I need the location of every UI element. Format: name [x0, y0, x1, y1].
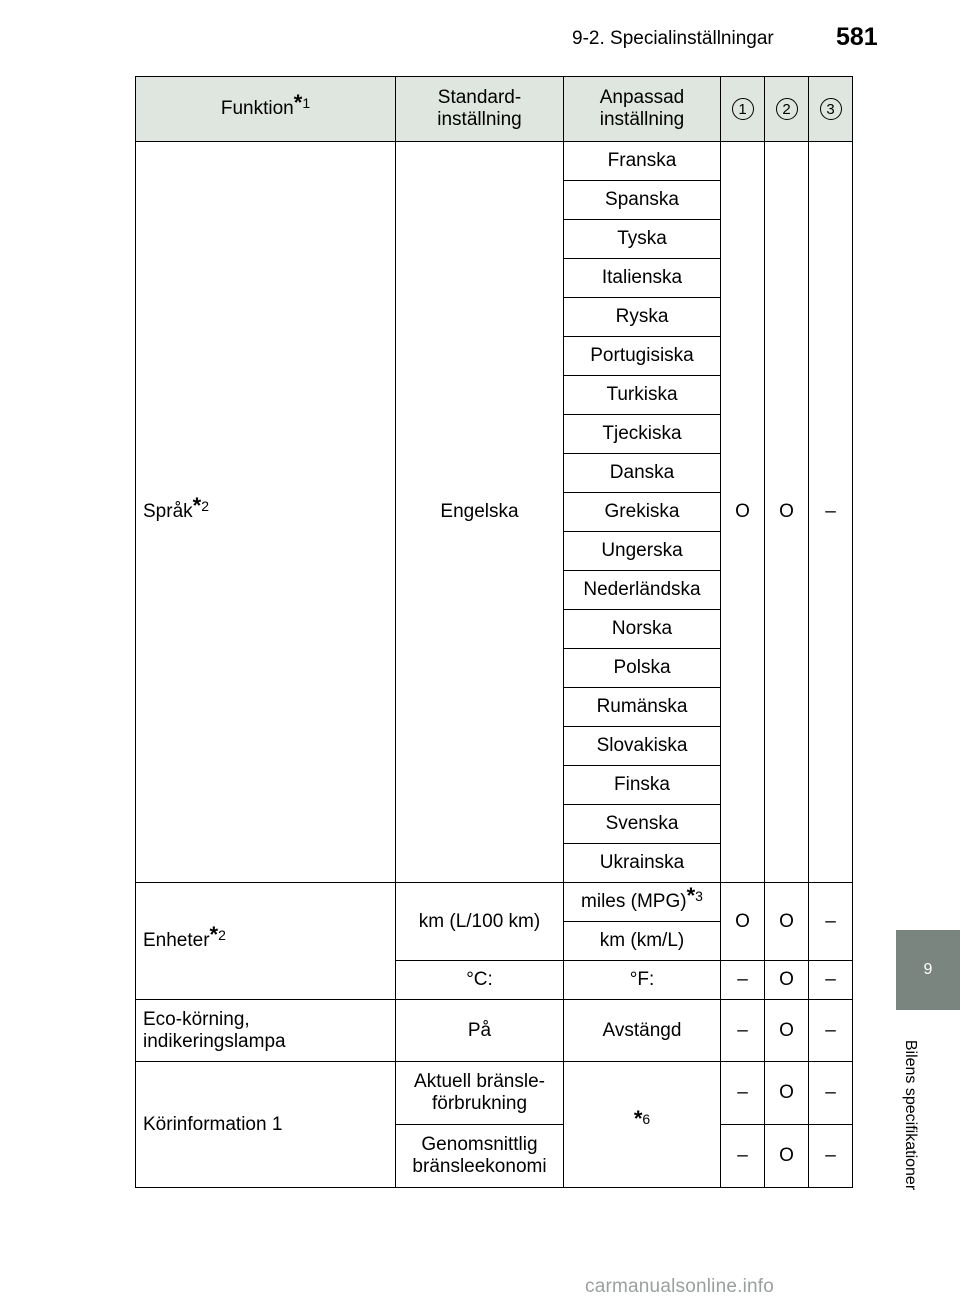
- cell-temp-c2: O: [765, 961, 809, 1000]
- cell-eco-default: På: [396, 1000, 564, 1062]
- header-function: Funktion$^{*1}$: [136, 77, 396, 142]
- cell-drive-info-r1-c1: –: [721, 1062, 765, 1125]
- customization-table: [135, 76, 853, 1188]
- cell-drive-info-r2-c2: O: [765, 1125, 809, 1188]
- cell-language-option: Tjeckiska: [564, 415, 721, 454]
- chapter-tab: [896, 930, 960, 1010]
- cell-language-option: Ungerska: [564, 532, 721, 571]
- cell-temp-default: °C:: [396, 961, 564, 1000]
- cell-temp-c3: –: [809, 961, 853, 1000]
- cell-units-c2: O: [765, 883, 809, 961]
- cell-language-option: Slovakiska: [564, 727, 721, 766]
- cell-language-option: Norska: [564, 610, 721, 649]
- cell-drive-info-average: Genomsnittlig bränsleekonomi: [396, 1125, 564, 1188]
- cell-language-option: Spanska: [564, 181, 721, 220]
- asterisk-icon: *: [293, 90, 303, 115]
- header-col-2: [765, 77, 809, 142]
- cell-units-function: Enheter$^{*2}$: [136, 883, 396, 1000]
- circled-1-icon: 1: [732, 98, 754, 120]
- cell-units-custom-miles: miles (MPG)$^{*3}$: [564, 883, 721, 922]
- cell-eco-function: Eco-körning, indikeringslampa: [136, 1000, 396, 1062]
- asterisk-icon: *: [192, 493, 202, 518]
- cell-language-option: Portugisiska: [564, 337, 721, 376]
- cell-drive-info-custom: *6: [564, 1062, 721, 1188]
- header-custom-setting: Anpassad inställning: [564, 77, 721, 142]
- cell-eco-c1: –: [721, 1000, 765, 1062]
- cell-eco-c2: O: [765, 1000, 809, 1062]
- cell-drive-info-r1-c3: –: [809, 1062, 853, 1125]
- cell-language-function: Språk$^{*2}$: [136, 142, 396, 883]
- cell-language-option: Finska: [564, 766, 721, 805]
- cell-eco-c3: –: [809, 1000, 853, 1062]
- chapter-title: Bilens specifikationer: [902, 1039, 920, 1191]
- circled-3-icon: 3: [820, 98, 842, 120]
- asterisk-icon: *: [633, 1105, 643, 1131]
- section-title: 9-2. Specialinställningar: [572, 28, 774, 49]
- cell-language-option: Ukrainska: [564, 844, 721, 883]
- cell-language-option: Grekiska: [564, 493, 721, 532]
- cell-drive-info-r2-c1: –: [721, 1125, 765, 1188]
- cell-temp-custom: °F:: [564, 961, 721, 1000]
- cell-language-option: Svenska: [564, 805, 721, 844]
- cell-language-option: Rumänska: [564, 688, 721, 727]
- cell-drive-info-function: Körinformation 1: [136, 1062, 396, 1188]
- cell-language-option: Tyska: [564, 220, 721, 259]
- cell-drive-info-r1-c2: O: [765, 1062, 809, 1125]
- cell-units-c3: –: [809, 883, 853, 961]
- cell-language-option: Franska: [564, 142, 721, 181]
- chapter-number: 9: [923, 961, 933, 978]
- cell-temp-c1: –: [721, 961, 765, 1000]
- cell-language-option: Danska: [564, 454, 721, 493]
- circled-2-icon: 2: [776, 98, 798, 120]
- cell-language-option: Ryska: [564, 298, 721, 337]
- table-row: [136, 883, 853, 922]
- table-row: [136, 1000, 853, 1062]
- cell-language-option: Nederländska: [564, 571, 721, 610]
- watermark-text: carmanualsonline.info: [585, 1276, 775, 1297]
- table-row: [136, 142, 853, 181]
- table-header-row: [136, 77, 853, 142]
- page-number: 581: [836, 23, 878, 51]
- cell-eco-custom: Avstängd: [564, 1000, 721, 1062]
- cell-units-custom-km: km (km/L): [564, 922, 721, 961]
- asterisk-icon: *: [686, 883, 696, 908]
- asterisk-icon: *: [209, 922, 219, 947]
- table-row: [136, 1062, 853, 1125]
- cell-language-c2: O: [765, 142, 809, 883]
- cell-units-default: km (L/100 km): [396, 883, 564, 961]
- header-col-3: [809, 77, 853, 142]
- chapter-title-vertical: [880, 1020, 940, 1210]
- cell-drive-info-current: Aktuell bränsle- förbrukning: [396, 1062, 564, 1125]
- cell-drive-info-r2-c3: –: [809, 1125, 853, 1188]
- header-default-setting: Standard- inställning: [396, 77, 564, 142]
- cell-language-option: Italienska: [564, 259, 721, 298]
- cell-language-c1: O: [721, 142, 765, 883]
- cell-language-option: Polska: [564, 649, 721, 688]
- cell-language-c3: –: [809, 142, 853, 883]
- cell-language-option: Turkiska: [564, 376, 721, 415]
- cell-units-c1: O: [721, 883, 765, 961]
- header-col-1: [721, 77, 765, 142]
- cell-language-default: Engelska: [396, 142, 564, 883]
